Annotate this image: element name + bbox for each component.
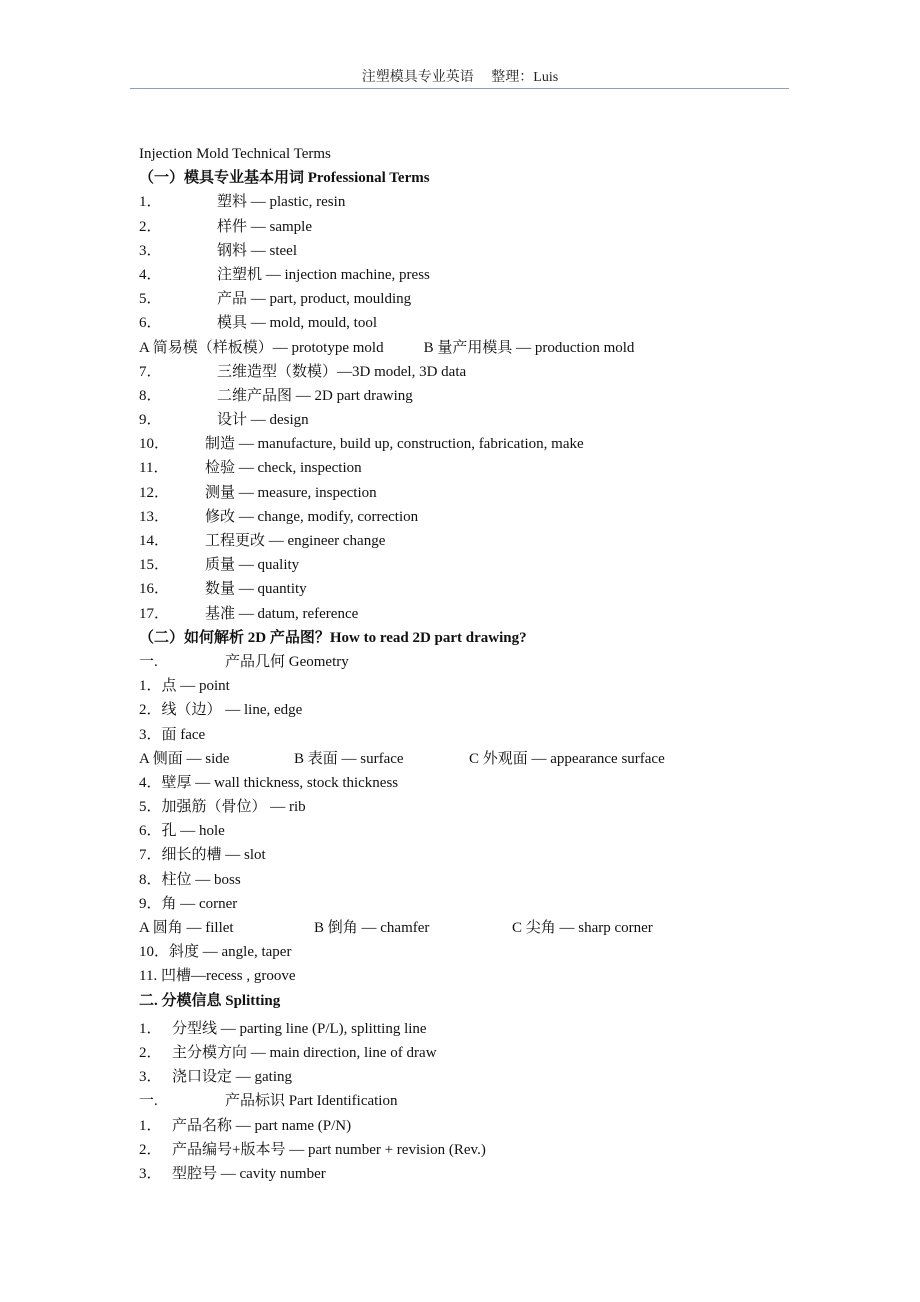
sub-option-a: A 简易模（样板模）— prototype mold [139,339,384,356]
section2-heading: （二）如何解析 2D 产品图？How to read 2D part drawing? [139,629,527,646]
list-item [139,190,799,214]
item-number: 8． [139,387,162,404]
item-text: 基准 — datum, reference [205,605,359,622]
list-item [139,529,799,553]
list-item [139,481,799,505]
sub-option-a: A 侧面 — side [139,750,230,767]
list-item: 7．细长的槽 — slot [139,847,266,864]
list-item [139,360,799,384]
item-text: 浇口设定 — gating [172,1069,292,1086]
item-text: 测量 — measure, inspection [205,484,377,501]
item-text: 设计 — design [217,412,309,429]
item-number: 1． [139,194,162,211]
item-text: 注塑机 — injection machine, press [217,266,430,283]
item-number: 12． [139,484,170,501]
item-number: 5． [139,291,162,308]
item-text: 钢料 — steel [217,242,297,259]
sub-options-row [139,336,799,360]
item-text: 二维产品图 — 2D part drawing [217,387,413,404]
section1-heading: （一）模具专业基本用词 Professional Terms [139,170,430,187]
list-item: 3．面 face [139,726,206,743]
item-number: 15． [139,557,170,574]
document-body [139,142,799,1186]
item-text: 修改 — change, modify, correction [205,508,419,525]
item-number: 13． [139,508,170,525]
list-item [139,432,799,456]
list-item [139,1138,799,1162]
item-text: 三维造型（数模）—3D model, 3D data [217,363,467,380]
subheading-number: 一. [139,653,158,670]
sub-options-row [139,916,799,940]
list-item [139,553,799,577]
item-number: 9． [139,412,162,429]
list-item: 6．孔 — hole [139,823,225,840]
item-text: 检验 — check, inspection [205,460,362,477]
list-item: 2．线（边） — line, edge [139,702,303,719]
item-text: 塑料 — plastic, resin [217,194,346,211]
item-text: 产品名称 — part name (P/N) [172,1117,352,1134]
list-item: 5．加强筋（骨位） — rib [139,799,306,816]
item-number: 14． [139,533,170,549]
sub-option-c: C 外观面 — appearance surface [469,750,665,767]
list-item [139,1041,799,1065]
list-item: 10．斜度 — angle, taper [139,944,292,961]
item-text: 分型线 — parting line (P/L), splitting line [172,1020,427,1037]
item-text: 样件 — sample [217,218,312,235]
item-text: 产品编号+版本号 — part number + revision (Rev.) [172,1141,486,1158]
item-number: 4． [139,266,162,283]
item-number: 3． [139,1069,162,1086]
list-item [139,1162,799,1186]
sub-option-c: C 尖角 — sharp corner [512,920,653,936]
subheading-text: 产品几何 Geometry [225,653,349,670]
page-header: 注塑模具专业英语 整理：Luis [361,70,559,85]
item-text: 质量 — quality [205,557,300,574]
section2-subheading [139,650,799,674]
item-number: 6． [139,315,162,332]
sub-option-b: B 量产用模具 — production mold [423,339,635,356]
sub-option-b: B 表面 — surface [294,750,404,767]
list-item [139,1017,799,1041]
item-text: 产品 — part, product, moulding [217,291,412,308]
list-item [139,1114,799,1138]
sub-option-b: B 倒角 — chamfer [314,920,430,936]
list-item [139,505,799,529]
list-item [139,384,799,408]
item-number: 16． [139,581,170,598]
document-title: Injection Mold Technical Terms [139,146,331,162]
header-rule [130,88,789,89]
list-item [139,263,799,287]
list-item [139,215,799,239]
item-number: 1． [139,1020,162,1037]
item-text: 主分模方向 — main direction, line of draw [172,1044,437,1061]
list-item [139,239,799,263]
list-item: 9．角 — corner [139,895,238,912]
item-text: 型腔号 — cavity number [172,1165,326,1182]
list-item [139,577,799,601]
list-item [139,408,799,432]
item-text: 数量 — quantity [205,581,307,598]
list-item: 4．壁厚 — wall thickness, stock thickness [139,774,399,791]
item-text: 模具 — mold, mould, tool [217,315,378,332]
subheading-text: 产品标识 Part Identification [225,1093,398,1110]
item-text: 工程更改 — engineer change [205,533,386,549]
section3-heading: 二. 分模信息 Splitting [139,992,281,1009]
list-item [139,311,799,335]
list-item [139,456,799,480]
list-item [139,1065,799,1089]
sub-options-row [139,747,799,771]
list-item [139,602,799,626]
subheading-number: 一. [139,1093,158,1110]
item-number: 3． [139,242,162,259]
item-text: 制造 — manufacture, build up, construction, fabrication, make [205,436,584,453]
item-number: 7． [139,363,162,380]
sub-option-a: A 圆角 — fillet [139,920,234,936]
item-number: 11． [139,460,169,477]
item-number: 2． [139,1044,162,1061]
item-number: 2． [139,218,162,235]
item-number: 1． [139,1117,162,1134]
list-item: 11. 凹槽—recess , groove [139,968,296,985]
list-item: 1．点 — point [139,678,230,695]
item-number: 3． [139,1165,162,1182]
item-number: 2． [139,1141,162,1158]
list-item [139,287,799,311]
section3-subheading [139,1089,799,1113]
item-number: 17． [139,605,170,622]
item-number: 10． [139,436,170,453]
list-item: 8．柱位 — boss [139,871,241,888]
